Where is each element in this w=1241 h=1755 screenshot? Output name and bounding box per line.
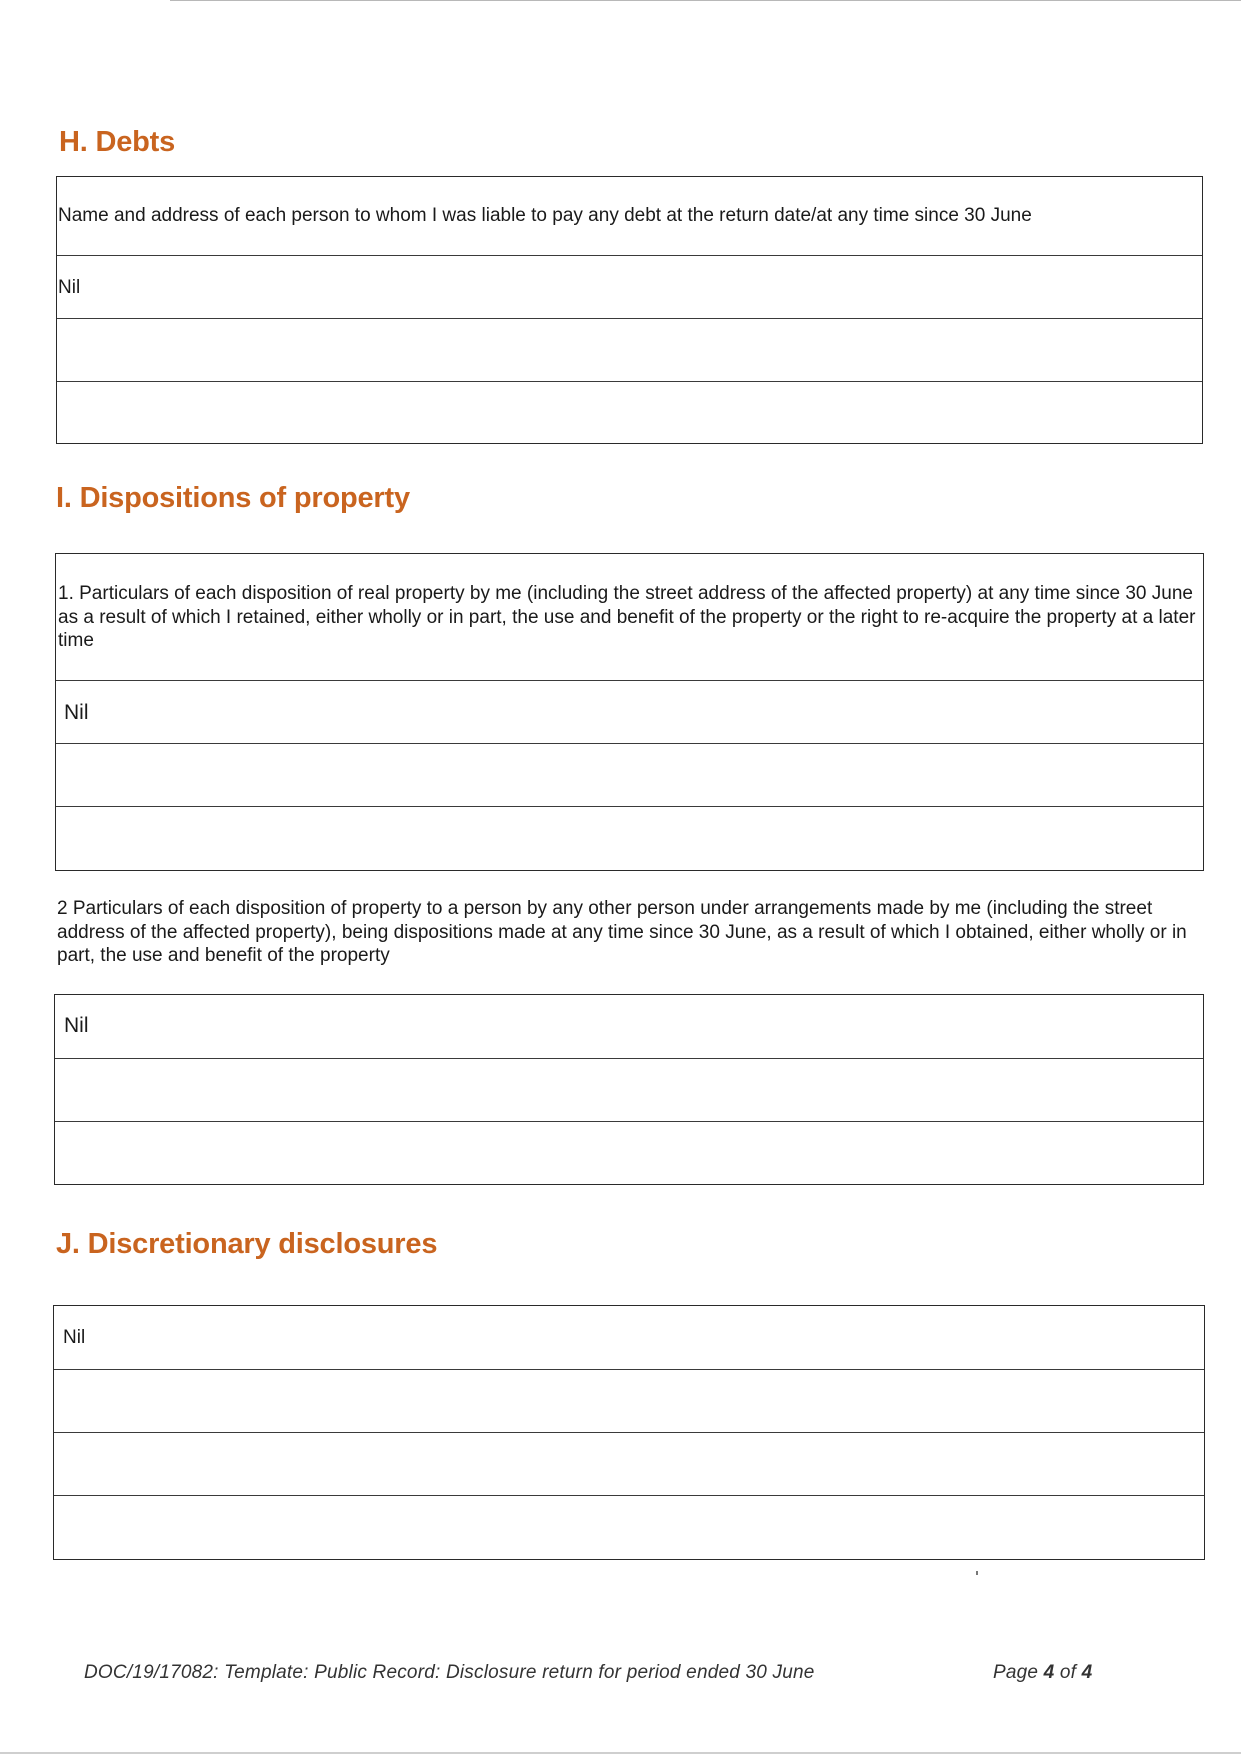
section-heading-debts: H. Debts [59,126,176,158]
dispositions-part2-entry-row [55,1059,1203,1122]
dispositions-part2-entry-1: Nil [64,1014,89,1037]
dispositions-part1-entry-row [56,744,1203,807]
page-current: 4 [1043,1662,1055,1683]
dispositions-part1-table [55,553,1204,871]
bottom-border-line [0,1752,1241,1754]
section-heading-dispositions: I. Dispositions of property [56,482,410,514]
debts-entry-row [57,319,1202,382]
debts-header-row [57,177,1202,256]
page-mid: of [1054,1662,1082,1683]
discretionary-entry-row [54,1433,1204,1496]
discretionary-entry-1: Nil [63,1327,86,1348]
dispositions-part2-table [54,994,1204,1185]
scan-speck [976,1571,978,1575]
debts-entry-row [57,256,1202,319]
dispositions-part1-header-row [56,554,1203,681]
dispositions-part2-entry-row [55,1122,1203,1183]
discretionary-table [53,1305,1205,1560]
discretionary-entry-row [54,1370,1204,1433]
debts-column-header: Name and address of each person to whom I was liable to pay any debt at the return date/at any time since 30 June [58,205,1032,226]
debts-entry-1: Nil [58,277,81,298]
page-total: 4 [1081,1662,1093,1683]
discretionary-entry-row [54,1496,1204,1558]
footer-doc-reference: DOC/19/17082: Template: Public Record: Disclosure return for period ended 30 June [84,1662,815,1683]
page-prefix: Page [993,1662,1044,1683]
dispositions-part1-entry-row [56,681,1203,744]
debts-table [56,176,1203,444]
footer-page-number [993,1662,1092,1684]
dispositions-part2-entry-row [55,995,1203,1059]
discretionary-entry-row [54,1306,1204,1370]
debts-entry-row [57,382,1202,442]
dispositions-part1-question: 1. Particulars of each disposition of real property by me (including the street address of the affected property) at any time since 30 June as a result of which I retained, either wholly or in part, the use and benefit of the property or the right to re-acquire the property at a later time [58,583,1196,651]
top-border-line [170,0,1241,1]
dispositions-part2-question: 2 Particulars of each disposition of property to a person by any other person under arrangements made by me (including the street address of the affected property), being dispositions made at any time since 30 June, as a result of which I obtained, either wholly or in part, the use and benefit of the property [57,898,1187,966]
section-heading-discretionary: J. Discretionary disclosures [56,1228,438,1260]
dispositions-part1-entry-1: Nil [64,701,89,724]
dispositions-part1-entry-row [56,807,1203,869]
